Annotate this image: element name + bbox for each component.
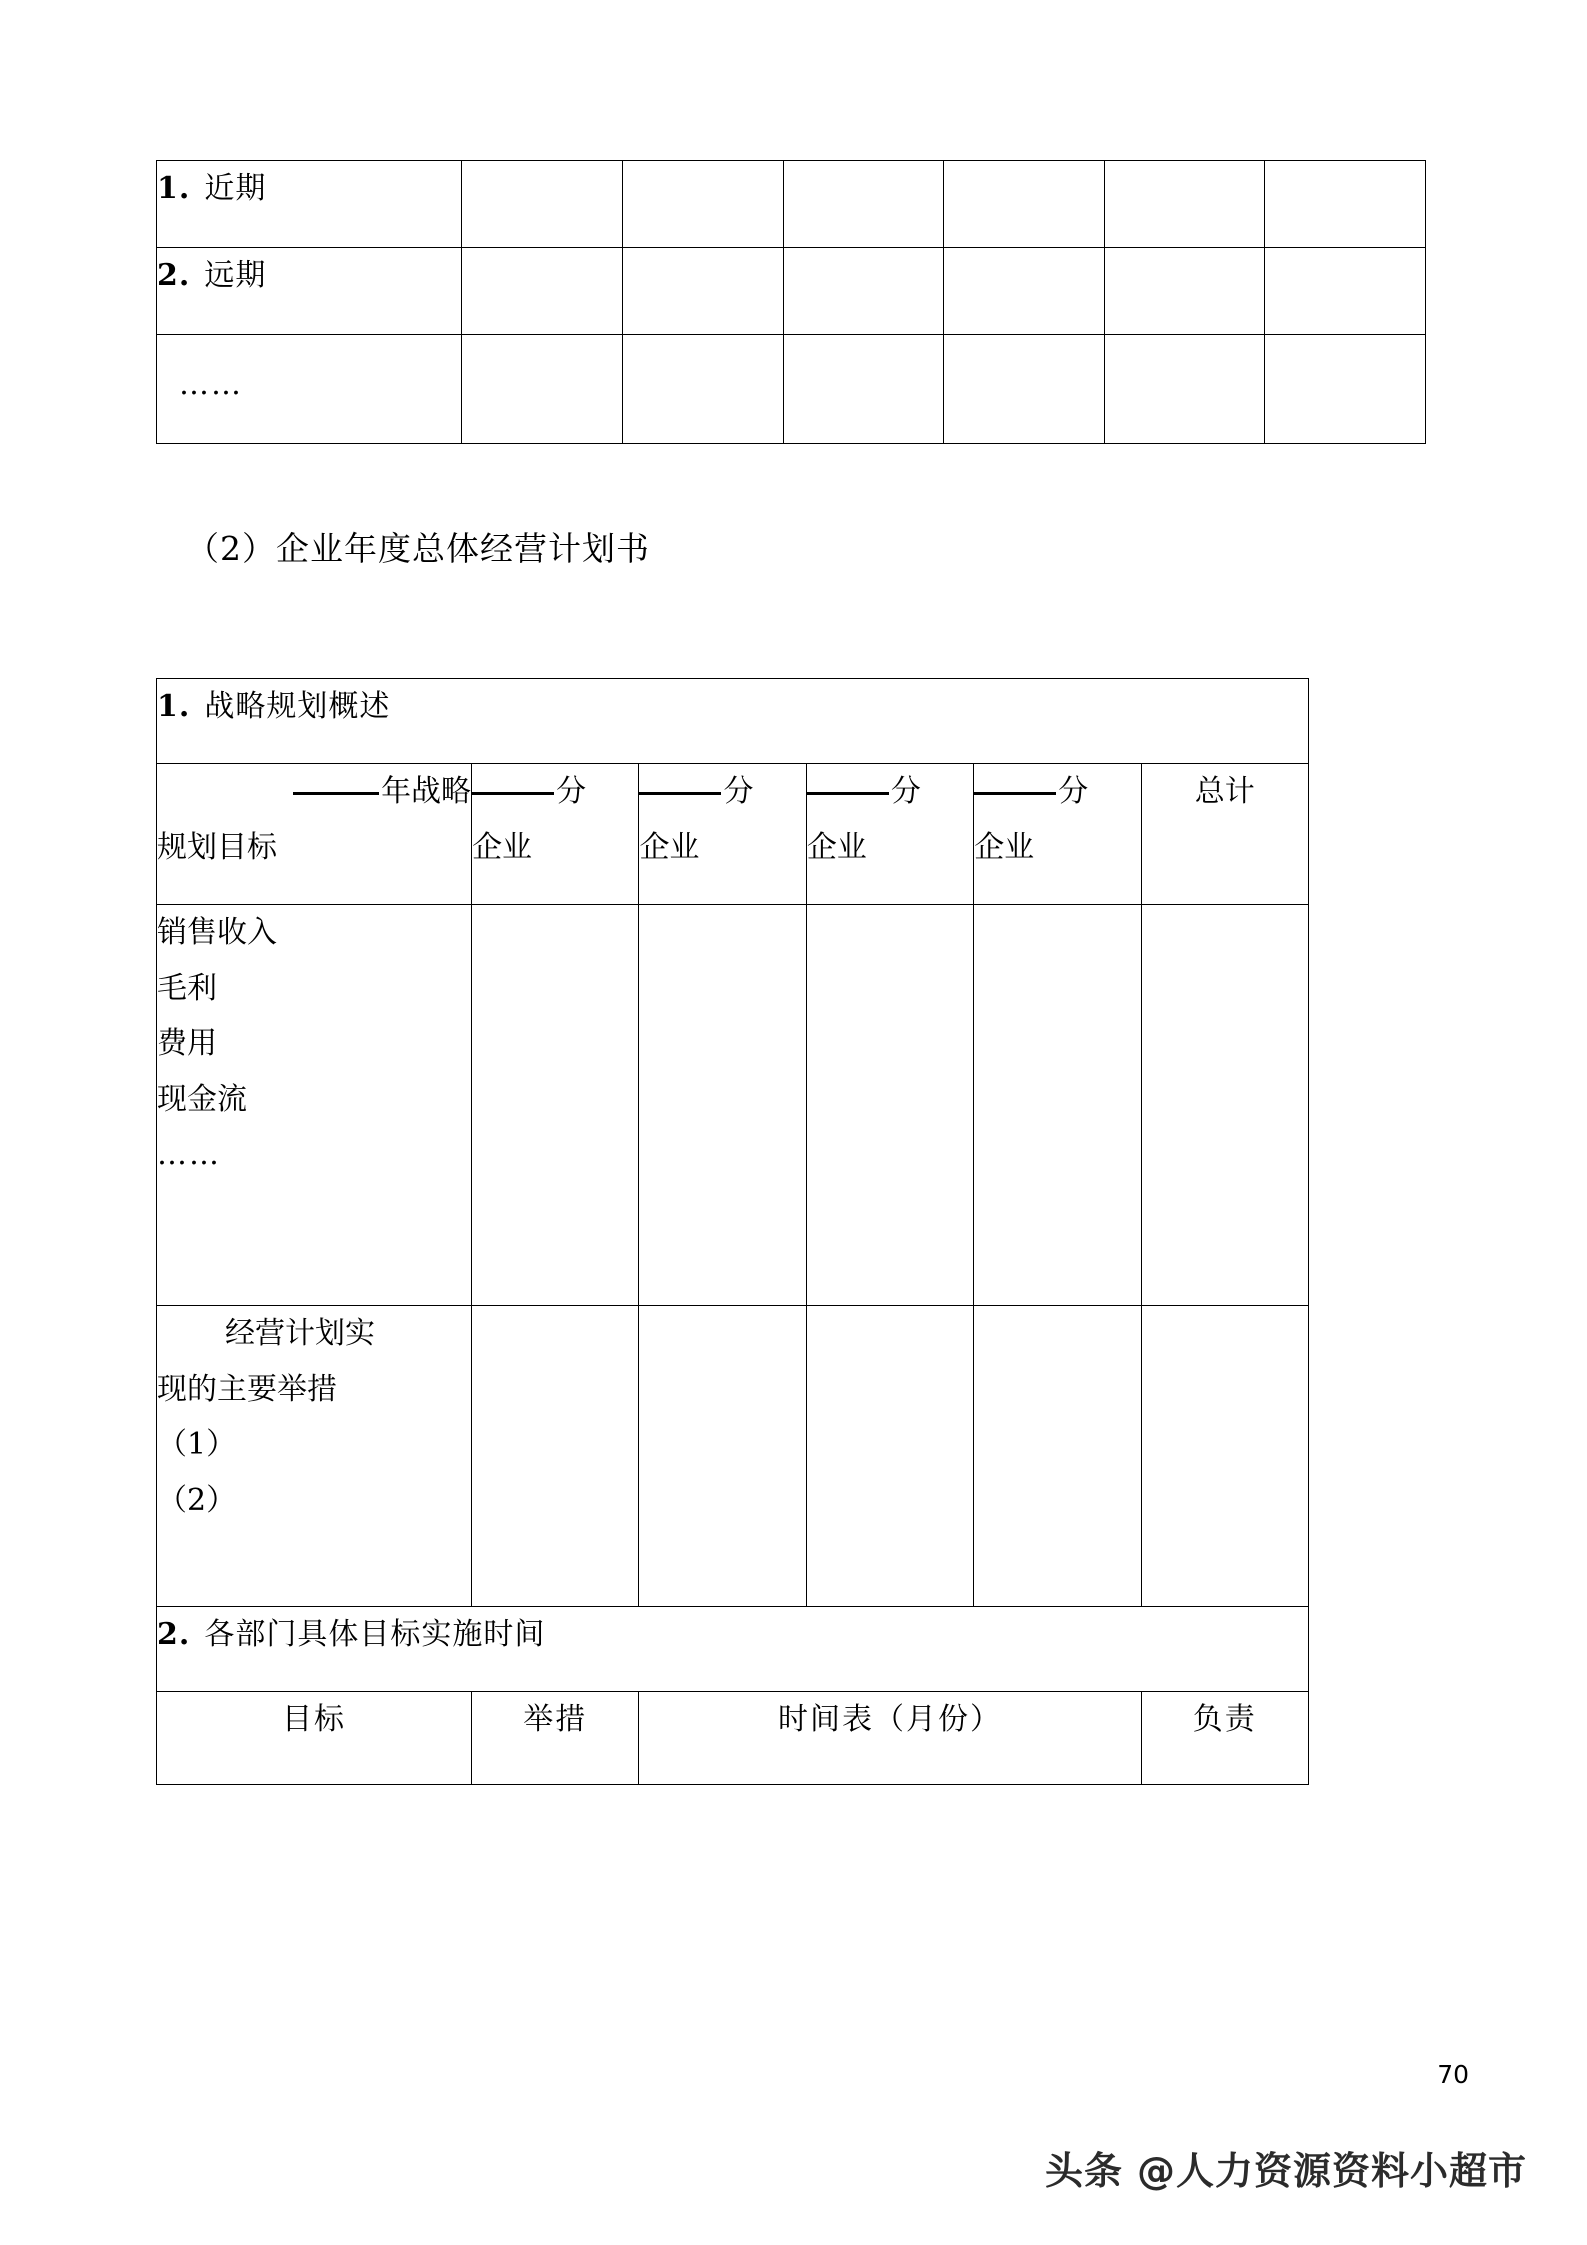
header-line2: 企业 (974, 829, 1035, 865)
empty-cell[interactable] (783, 248, 944, 335)
header-line2: 企业 (806, 829, 867, 865)
row-number: 2. (157, 258, 191, 293)
table-row (157, 1607, 1309, 1692)
footer-header-goal: 目标 (157, 1692, 472, 1785)
empty-cell[interactable] (462, 335, 623, 444)
measures-line2: 现的主要举措 (157, 1371, 337, 1407)
header-line2: 规划目标 (157, 829, 277, 865)
section1-title-cell (157, 679, 1309, 764)
metric-item: …… (157, 1137, 221, 1172)
header-branch-3 (806, 764, 973, 905)
header-branch-2 (639, 764, 806, 905)
empty-cell[interactable] (1104, 248, 1265, 335)
empty-cell[interactable] (639, 1306, 806, 1607)
metric-item: 现金流 (157, 1081, 247, 1117)
near-far-term-table (156, 160, 1426, 444)
empty-cell[interactable] (472, 905, 639, 1306)
row-label-cell (157, 248, 462, 335)
section-heading: （2）企业年度总体经营计划书 (186, 529, 650, 568)
annual-business-plan-table-container (156, 678, 1309, 1785)
fill-blank-line[interactable] (974, 791, 1056, 795)
metric-item: 销售收入 (157, 915, 277, 950)
section2-number: 2. (157, 1617, 191, 1652)
empty-cell[interactable] (623, 161, 784, 248)
table-row (157, 161, 1426, 248)
measures-item-2: （2） (157, 1482, 237, 1518)
watermark (1045, 2140, 1527, 2195)
row-label-cell (157, 161, 462, 248)
table-header-row (157, 1692, 1309, 1785)
header-branch-1 (472, 764, 639, 905)
near-far-term-table-container (156, 160, 1426, 444)
watermark-brand: 头条 (1044, 2149, 1123, 2193)
empty-cell[interactable] (1104, 161, 1265, 248)
empty-cell[interactable] (974, 905, 1141, 1306)
empty-cell[interactable] (783, 161, 944, 248)
metric-item: 费用 (157, 1026, 217, 1061)
row-label: 远期 (204, 258, 267, 293)
header-line1 (639, 764, 805, 820)
table-row (157, 248, 1426, 335)
measures-label-cell (157, 1306, 472, 1607)
empty-cell[interactable] (806, 905, 973, 1306)
empty-cell[interactable] (639, 905, 806, 1306)
metric-item: 毛利 (157, 970, 217, 1006)
empty-cell[interactable] (1265, 335, 1426, 444)
empty-cell[interactable] (944, 161, 1105, 248)
empty-cell[interactable] (623, 335, 784, 444)
empty-cell[interactable] (806, 1306, 973, 1607)
empty-cell[interactable] (974, 1306, 1141, 1607)
measures-item-1: （1） (157, 1427, 237, 1462)
section2-title-cell (157, 1607, 1309, 1692)
row-label: 近期 (204, 171, 267, 206)
fill-blank-line[interactable] (639, 791, 721, 795)
table-header-row (157, 764, 1309, 905)
empty-cell[interactable] (623, 248, 784, 335)
empty-cell[interactable] (944, 335, 1105, 444)
empty-cell[interactable] (1141, 1306, 1308, 1607)
header-line1-text: 分 (556, 774, 587, 809)
fill-blank-line[interactable] (472, 791, 554, 795)
row-label-cell (157, 335, 462, 444)
annual-business-plan-table (156, 678, 1309, 1785)
measures-line1: 经营计划实 (225, 1316, 375, 1351)
header-line1-text: 分 (890, 774, 921, 809)
row-label: …… (179, 367, 243, 402)
section2-title: 各部门具体目标实施时间 (204, 1617, 546, 1652)
table-row (157, 905, 1309, 1306)
header-line1 (157, 764, 471, 820)
header-strategy-goal (157, 764, 472, 905)
empty-cell[interactable] (1265, 248, 1426, 335)
header-total: 总计 (1141, 764, 1308, 905)
empty-cell[interactable] (472, 1306, 639, 1607)
header-line1-text: 分 (1058, 774, 1089, 809)
empty-cell[interactable] (944, 248, 1105, 335)
fill-blank-line[interactable] (293, 791, 379, 795)
footer-header-owner: 负责 (1141, 1692, 1308, 1785)
empty-cell[interactable] (462, 248, 623, 335)
footer-header-measure: 举措 (472, 1692, 639, 1785)
header-line1 (974, 764, 1140, 820)
footer-header-schedule: 时间表（月份） (639, 1692, 1141, 1785)
metrics-label-cell (157, 905, 472, 1306)
table-row (157, 679, 1309, 764)
empty-cell[interactable] (1265, 161, 1426, 248)
section1-number: 1. (157, 689, 191, 724)
header-branch-4 (974, 764, 1141, 905)
empty-cell[interactable] (1104, 335, 1265, 444)
page-number: 70 (1437, 2060, 1469, 2089)
table-row (157, 1306, 1309, 1607)
header-line1 (807, 764, 973, 820)
section1-title: 战略规划概述 (204, 689, 391, 724)
header-line2: 企业 (639, 829, 700, 865)
header-line2: 企业 (472, 829, 533, 865)
watermark-handle: @人力资源资料小超市 (1136, 2149, 1527, 2193)
row-number: 1. (157, 171, 191, 206)
header-line1 (472, 764, 638, 820)
header-line1-text: 分 (723, 774, 754, 809)
header-line1-text: 年战略 (381, 774, 472, 809)
table-row (157, 335, 1426, 444)
empty-cell[interactable] (783, 335, 944, 444)
empty-cell[interactable] (462, 161, 623, 248)
empty-cell[interactable] (1141, 905, 1308, 1306)
fill-blank-line[interactable] (807, 791, 889, 795)
